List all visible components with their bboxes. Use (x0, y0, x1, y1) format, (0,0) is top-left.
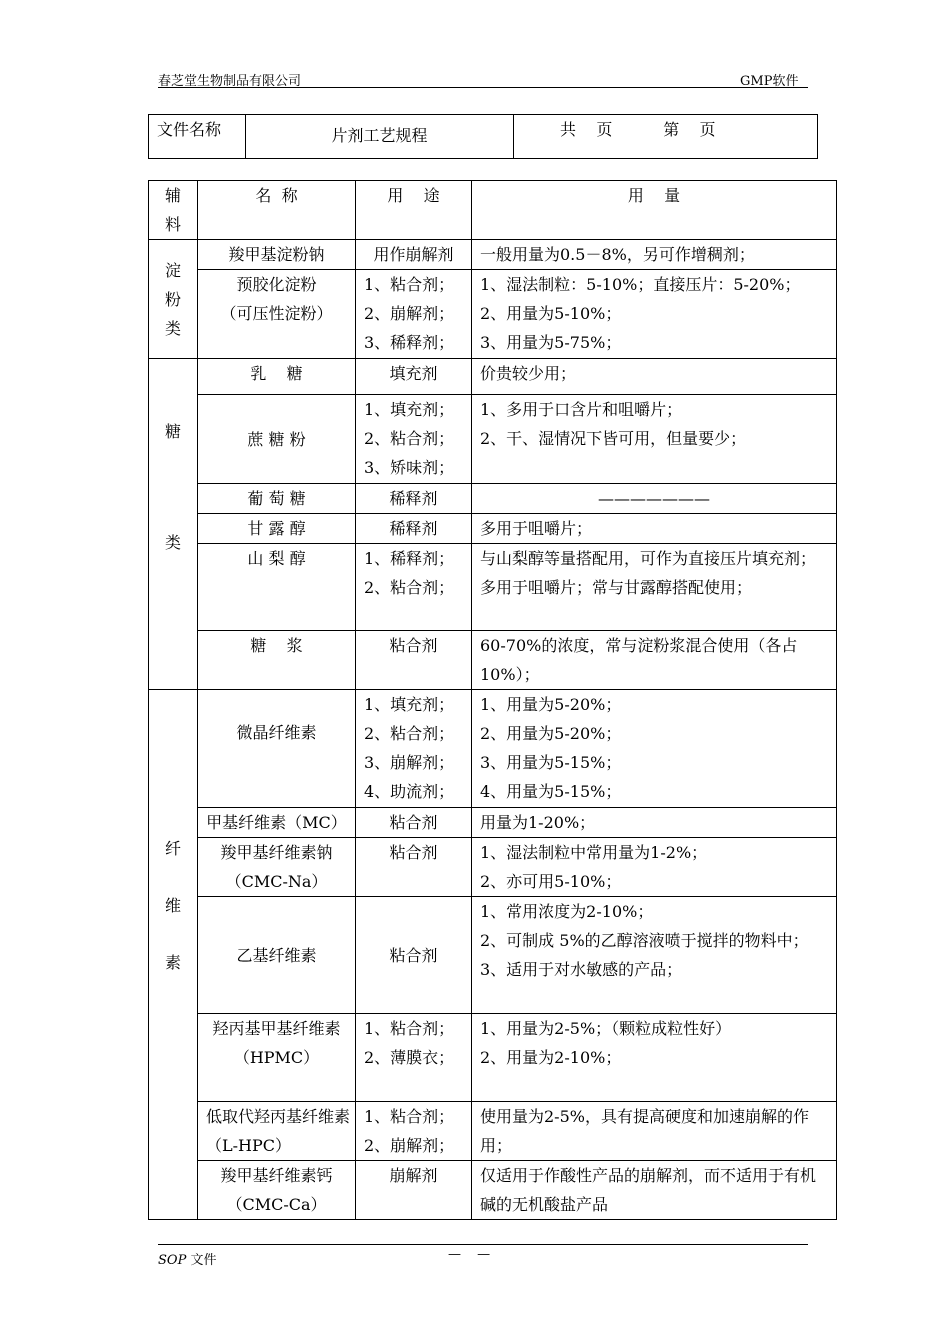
excipient-name: 羧甲基淀粉钠 (198, 240, 356, 270)
table-row (149, 395, 837, 484)
excipient-dosage: 使用量为2-5%，具有提高硬度和加速崩解的作用； (472, 1102, 837, 1161)
header-category: 辅 料 (149, 181, 198, 240)
excipient-name: 乳 糖 (198, 359, 356, 395)
excipient-table (148, 180, 837, 1220)
excipient-name: 乙基纤维素 (198, 897, 356, 1014)
table-row (149, 897, 837, 1014)
excipient-name: 微晶纤维素 (198, 690, 356, 808)
table-header-row (149, 181, 837, 240)
excipient-dosage: 60-70%的浓度，常与淀粉浆混合使用（各占10%）； (472, 631, 837, 690)
excipient-name: 甘 露 醇 (198, 514, 356, 544)
table-row (149, 808, 837, 838)
excipient-purpose: 崩解剂 (356, 1161, 472, 1220)
excipient-name: 蔗 糖 粉 (198, 395, 356, 484)
table-row (149, 544, 837, 631)
excipient-purpose: 1、填充剂； 2、粘合剂； 3、矫味剂； (356, 395, 472, 484)
header-purpose: 用 途 (356, 181, 472, 240)
header-name: 名 称 (198, 181, 356, 240)
excipient-name: 羧甲基纤维素钠 （CMC-Na） (198, 838, 356, 897)
excipient-name: 羧甲基纤维素钙 （CMC-Ca） (198, 1161, 356, 1220)
doc-title-label: 文件名称 (149, 115, 246, 159)
excipient-name: 甲基纤维素（MC） (198, 808, 356, 838)
excipient-purpose: 粘合剂 (356, 808, 472, 838)
table-row (149, 484, 837, 514)
excipient-purpose: 1、粘合剂； 2、崩解剂； 3、稀释剂； (356, 270, 472, 359)
excipient-dosage: 价贵较少用； (472, 359, 837, 395)
excipient-purpose: 稀释剂 (356, 514, 472, 544)
software-label: GMP软件 (740, 74, 799, 89)
excipient-dosage: 1、湿法制粒：5-10%；直接压片：5-20%； 2、用量为5-10%； 3、用量为5-75%； (472, 270, 837, 359)
excipient-purpose: 粘合剂 (356, 838, 472, 897)
table-row (149, 240, 837, 270)
table-row (149, 359, 837, 395)
table-row (149, 270, 837, 359)
excipient-dosage: 1、湿法制粒中常用量为1-2%； 2、亦可用5-10%； (472, 838, 837, 897)
table-row (149, 1161, 837, 1220)
table-row (149, 690, 837, 808)
page-info: 共 页 第 页 (514, 115, 818, 159)
category-cellulose: 纤 维 素 (149, 690, 198, 1220)
table-row (149, 1102, 837, 1161)
excipient-name: 预胶化淀粉 （可压性淀粉） (198, 270, 356, 359)
document-info-table (148, 114, 818, 159)
excipient-dosage: 1、用量为2-5%；（颗粒成粒性好） 2、用量为2-10%； (472, 1014, 837, 1102)
excipient-purpose: 用作崩解剂 (356, 240, 472, 270)
company-name: 春芝堂生物制品有限公司 (158, 74, 302, 89)
table-row (149, 838, 837, 897)
excipient-purpose: 1、粘合剂； 2、薄膜衣； (356, 1014, 472, 1102)
header-divider (158, 87, 808, 88)
category-sugar: 糖 类 (149, 359, 198, 690)
excipient-purpose: 稀释剂 (356, 484, 472, 514)
excipient-name: 羟丙基甲基纤维素 （HPMC） (198, 1014, 356, 1102)
excipient-dosage: ——————— (472, 484, 837, 514)
footer-page-number: — — (448, 1247, 497, 1262)
table-row (149, 1014, 837, 1102)
excipient-purpose: 粘合剂 (356, 897, 472, 1014)
excipient-purpose: 粘合剂 (356, 631, 472, 690)
excipient-dosage: 一般用量为0.5－8%，另可作增稠剂； (472, 240, 837, 270)
excipient-name: 低取代羟丙基纤维素（L-HPC） (198, 1102, 356, 1161)
excipient-purpose: 1、稀释剂； 2、粘合剂； (356, 544, 472, 631)
excipient-dosage: 1、用量为5-20%； 2、用量为5-20%； 3、用量为5-15%； 4、用量为5-15%； (472, 690, 837, 808)
excipient-purpose: 填充剂 (356, 359, 472, 395)
excipient-dosage: 与山梨醇等量搭配用，可作为直接压片填充剂；多用于咀嚼片；常与甘露醇搭配使用； (472, 544, 837, 631)
excipient-name: 葡 萄 糖 (198, 484, 356, 514)
excipient-name: 糖 浆 (198, 631, 356, 690)
footer-sop-label: SOP 文件 (158, 1253, 217, 1268)
table-row (149, 631, 837, 690)
excipient-name: 山 梨 醇 (198, 544, 356, 631)
excipient-dosage: 多用于咀嚼片； (472, 514, 837, 544)
excipient-dosage: 1、多用于口含片和咀嚼片； 2、干、湿情况下皆可用，但量要少； (472, 395, 837, 484)
header-dosage: 用 量 (472, 181, 837, 240)
excipient-dosage: 1、常用浓度为2-10%； 2、可制成 5%的乙醇溶液喷于搅拌的物料中； 3、适用于对水敏感的产品； (472, 897, 837, 1014)
excipient-purpose: 1、粘合剂； 2、崩解剂； (356, 1102, 472, 1161)
excipient-dosage: 仅适用于作酸性产品的崩解剂，而不适用于有机碱的无机酸盐产品 (472, 1161, 837, 1220)
footer-divider (158, 1244, 808, 1245)
excipient-dosage: 用量为1-20%； (472, 808, 837, 838)
doc-title-value: 片剂工艺规程 (246, 115, 514, 159)
category-starch: 淀 粉 类 (149, 240, 198, 359)
excipient-purpose: 1、填充剂； 2、粘合剂； 3、崩解剂； 4、助流剂； (356, 690, 472, 808)
table-row (149, 514, 837, 544)
